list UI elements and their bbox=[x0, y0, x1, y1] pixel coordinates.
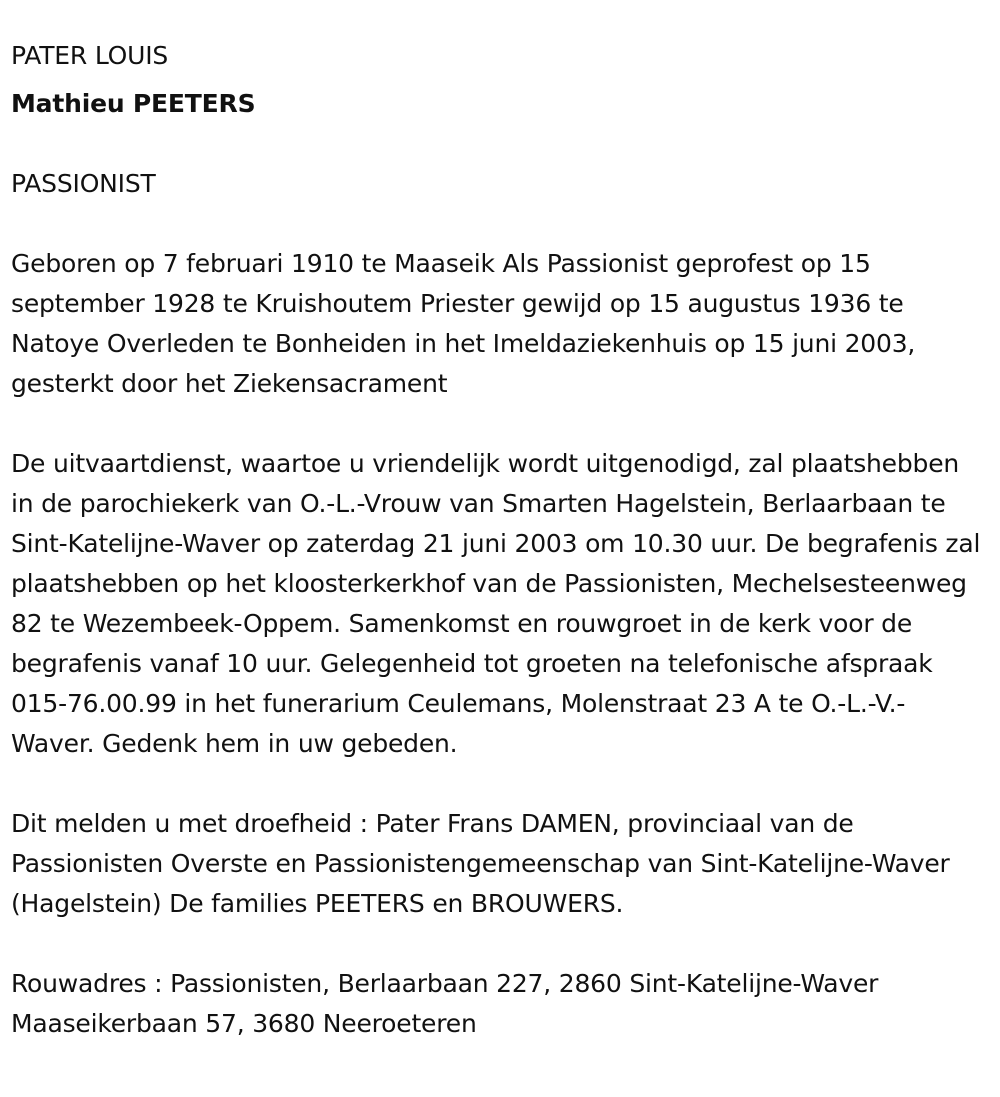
address-line-1: Rouwadres : Passionisten, Berlaarbaan 227, 2860 Sint-Katelijne-Waver bbox=[11, 969, 879, 998]
religious-order: PASSIONIST bbox=[11, 169, 156, 198]
address-line-2: Maaseikerbaan 57, 3680 Neeroeteren bbox=[11, 1009, 477, 1038]
deceased-name: Mathieu PEETERS bbox=[11, 89, 256, 118]
funeral-paragraph: De uitvaartdienst, waartoe u vriendelijk wordt uitgenodigd, zal plaatshebben in de parochiekerk van O.-L.-Vrouw van Smarten Hagelstein, Berlaarbaan te Sint-Katelijne-Waver op zaterdag 21 juni 2003 om 10.30 uur. De begrafenis zal plaatshebben op het kloosterkerkhof van de Passionisten, Mechelsesteenweg 82 te Wezembeek-Oppem. Samenkomst en rouwgroet in de kerk voor de begrafenis vanaf 10 uur. Gelegenheid tot groeten na telefonische afspraak 015-76.00.99 in het funerarium Ceulemans, Molenstraat 23 A te O.-L.-V.-Waver. Gedenk hem in uw gebeden. bbox=[11, 449, 981, 758]
title-line: PATER LOUIS bbox=[11, 41, 169, 70]
biography-paragraph: Geboren op 7 februari 1910 te Maaseik Als Passionist geprofest op 15 september 1928 te Kruishoutem Priester gewijd op 15 augustus 1936 te Natoye Overleden te Bonheiden in het Imeldaziekenhuis op 15 juni 2003, gesterkt door het Ziekensacrament bbox=[11, 249, 916, 398]
announcers-paragraph: Dit melden u met droefheid : Pater Frans DAMEN, provinciaal van de Passionisten Overste en Passionistengemeenschap van Sint-Katelijne-Waver (Hagelstein) De families PEETERS en BROUWERS. bbox=[11, 809, 950, 918]
mourning-address bbox=[11, 964, 986, 1044]
